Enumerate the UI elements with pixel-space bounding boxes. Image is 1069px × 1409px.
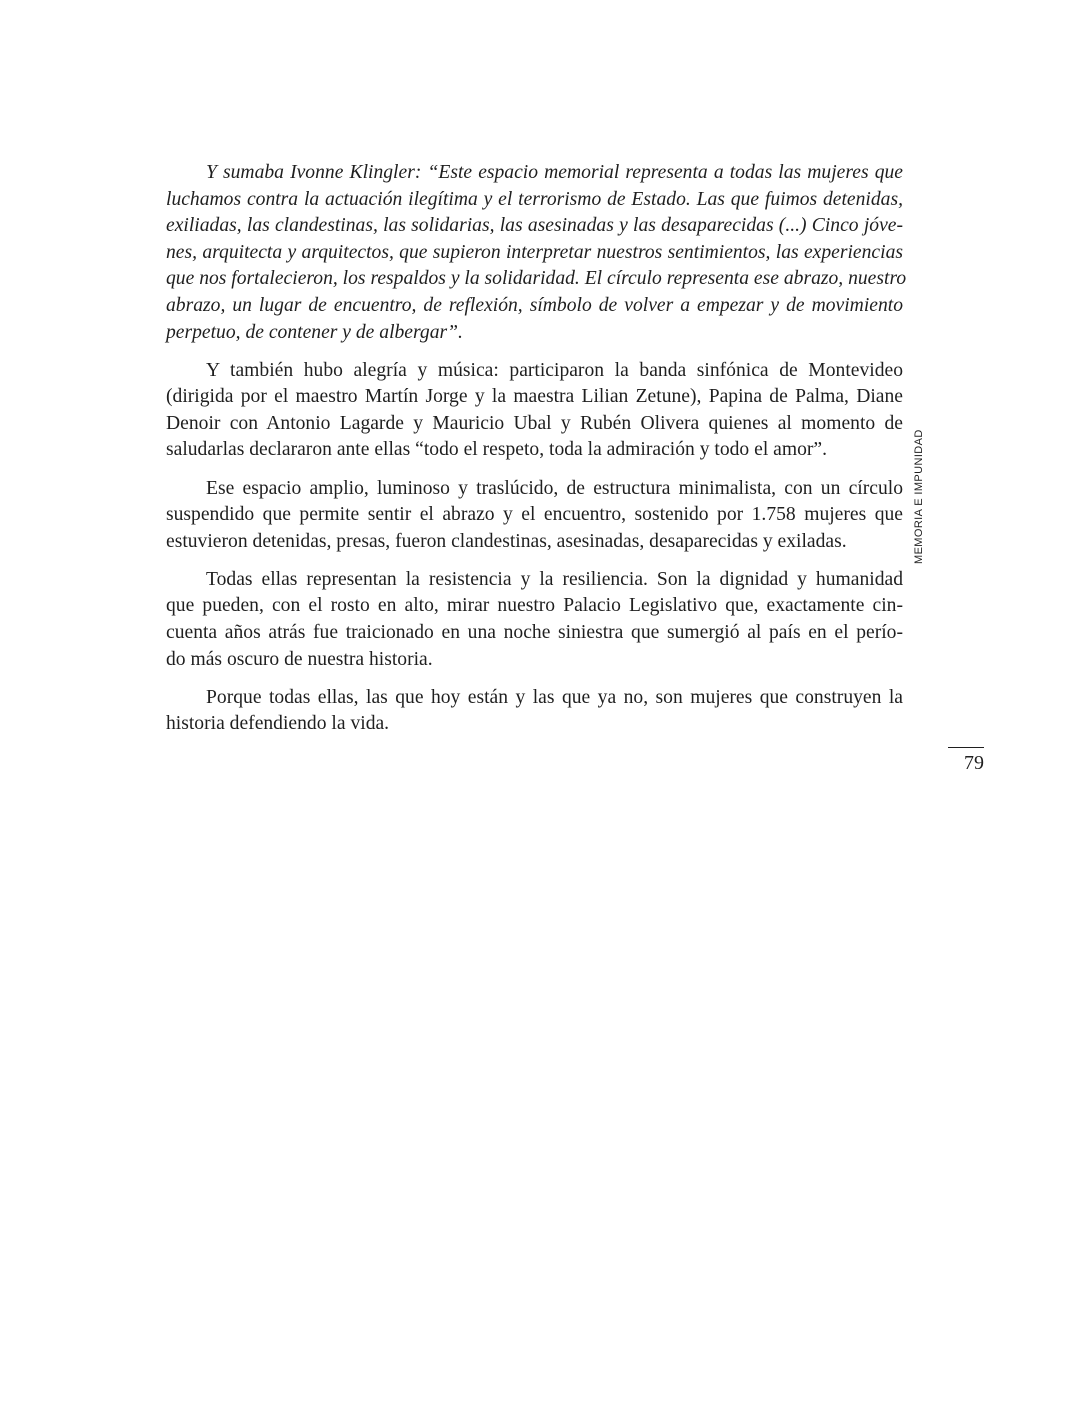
text-line: Porque todas ellas, las que hoy están y las que ya no, son mujeres que construyen la	[206, 686, 903, 708]
paragraph	[166, 476, 903, 556]
page-number: 79	[964, 752, 984, 774]
body-text	[166, 160, 907, 749]
page-number-rule	[948, 747, 984, 748]
text-line: exiliadas, las clandestinas, las solidarias, las asesinadas y las desaparecidas (...) Cinco jóve-	[166, 215, 903, 237]
text-line: Ese espacio amplio, luminoso y traslúcido, de estructura minimalista, con un círculo	[206, 477, 903, 499]
running-head: MEMORIA E IMPUNIDAD	[913, 429, 925, 564]
text-line: Denoir con Antonio Lagarde y Mauricio Ubal y Rubén Olivera quienes al momento de	[166, 412, 903, 434]
quote-paragraph	[166, 160, 907, 346]
text-line: luchamos contra la actuación ilegítima y el terrorismo de Estado. Las que fuimos detenidas,	[166, 188, 903, 210]
text-line: cuenta años atrás fue traicionado en una noche siniestra que sumergió al país en el perío-	[166, 622, 903, 643]
text-line: que nos fortalecieron, los respaldos y la solidaridad. El círculo representa ese abrazo, nuestro	[166, 268, 907, 290]
text-line: Y también hubo alegría y música: participaron la banda sinfónica de Montevideo	[206, 359, 903, 381]
text-line: abrazo, un lugar de encuentro, de reflexión, símbolo de volver a empezar y de movimiento	[166, 294, 903, 316]
paragraph	[166, 567, 903, 673]
text-line: perpetuo, de contener y de albergar”.	[166, 321, 463, 343]
text-line: (dirigida por el maestro Martín Jorge y la maestra Lilian Zetune), Papina de Palma, Diane	[166, 386, 903, 408]
text-line: que pueden, con el rosto en alto, mirar nuestro Palacio Legislativo que, exactamente cin-	[166, 595, 903, 617]
text-line: Todas ellas representan la resistencia y la resiliencia. Son la dignidad y humanidad	[206, 568, 903, 590]
text-line: do más oscuro de nuestra historia.	[166, 648, 433, 670]
text-line: estuvieron detenidas, presas, fueron clandestinas, asesinadas, desaparecidas y exiladas.	[166, 530, 847, 552]
text-line: historia defendiendo la vida.	[166, 713, 390, 735]
paragraph	[166, 685, 903, 738]
paragraph	[166, 358, 903, 464]
text-line: saludarlas declararon ante ellas “todo el respeto, toda la admiración y todo el amor”.	[166, 439, 828, 461]
text-line: nes, arquitecta y arquitectos, que supieron interpretar nuestros sentimientos, las experiencias	[166, 241, 903, 263]
text-line: suspendido que permite sentir el abrazo y el encuentro, sostenido por 1.758 mujeres que	[166, 504, 903, 526]
text-line: Y sumaba Ivonne Klingler: “Este espacio memorial representa a todas las mujeres que	[206, 162, 903, 183]
